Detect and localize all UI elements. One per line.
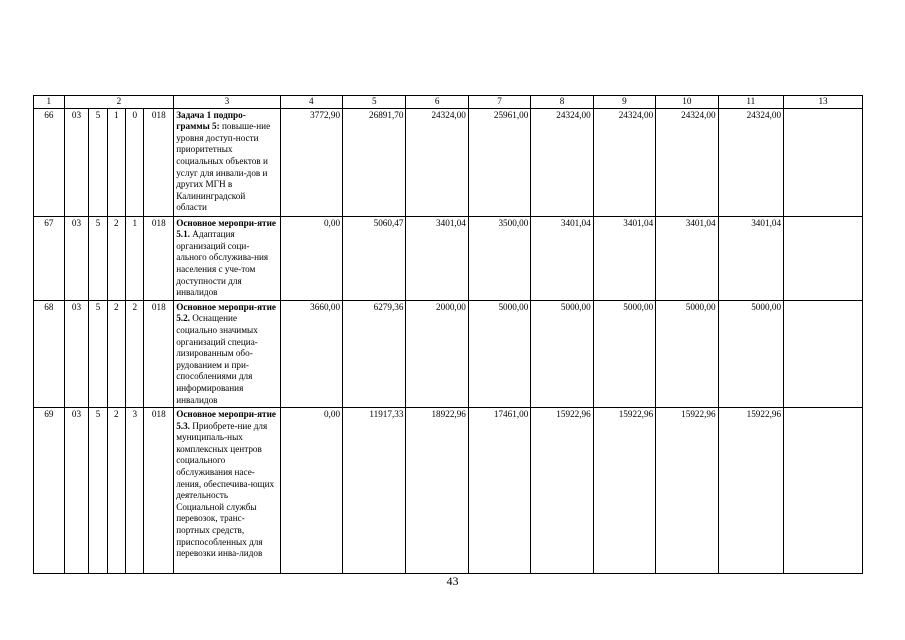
value-cell: 3401,04	[656, 216, 718, 300]
row-number: 67	[34, 216, 65, 300]
header-cell: 8	[531, 96, 593, 109]
code-cell: 1	[107, 108, 125, 216]
row-number: 69	[34, 408, 65, 574]
value-cell: 5000,00	[531, 300, 593, 407]
code-cell: 5	[89, 300, 107, 407]
header-cell: 10	[656, 96, 718, 109]
code-cell: 03	[64, 216, 89, 300]
code-cell: 2	[126, 300, 144, 407]
value-cell: 0,00	[280, 216, 342, 300]
value-cell: 24324,00	[718, 108, 783, 216]
table-row	[34, 300, 863, 407]
description-bold: Задача 1 подпро-граммы 5:	[176, 109, 246, 132]
value-cell: 24324,00	[593, 108, 655, 216]
code-cell: 018	[144, 300, 174, 407]
code-cell: 5	[89, 216, 107, 300]
value-cell: 24324,00	[531, 108, 593, 216]
value-cell: 15922,96	[531, 408, 593, 574]
value-cell: 11917,33	[343, 408, 406, 574]
value-cell: 25961,00	[468, 108, 530, 216]
table-row	[34, 408, 863, 574]
value-cell	[784, 408, 863, 574]
budget-table	[33, 95, 863, 574]
header-cell: 11	[718, 96, 783, 109]
header-cell: 4	[280, 96, 342, 109]
header-cell: 6	[406, 96, 468, 109]
code-cell: 2	[107, 300, 125, 407]
code-cell: 03	[64, 300, 89, 407]
value-cell: 2000,00	[406, 300, 468, 407]
header-row	[34, 96, 863, 109]
header-cell: 2	[64, 96, 174, 109]
value-cell: 3772,90	[280, 108, 342, 216]
code-cell: 03	[64, 108, 89, 216]
value-cell: 3401,04	[593, 216, 655, 300]
code-cell: 5	[89, 108, 107, 216]
description-text: Приобрете-ние для муниципаль-ных комплексных центров социального обслуживания насе-ления, обеспечива-ющих деятельность Социальной службы перевозок, транс-портных средств, приспособленных для перевозки инва-лидов	[176, 420, 275, 559]
header-cell: 7	[468, 96, 530, 109]
description-text: Оснащение социально значимых организаций специа-лизированным обо-рудованием и при-способлениями для информирования инвалидов	[176, 313, 258, 405]
value-cell: 18922,96	[406, 408, 468, 574]
row-number: 66	[34, 108, 65, 216]
value-cell: 5000,00	[593, 300, 655, 407]
value-cell: 3401,04	[718, 216, 783, 300]
table-row	[34, 216, 863, 300]
description-cell	[174, 408, 280, 574]
value-cell	[784, 216, 863, 300]
code-cell: 018	[144, 108, 174, 216]
value-cell: 24324,00	[406, 108, 468, 216]
description-bold: Основное меропри-ятие 5.2.	[176, 301, 276, 324]
header-cell: 5	[343, 96, 406, 109]
value-cell: 15922,96	[656, 408, 718, 574]
value-cell: 0,00	[280, 408, 342, 574]
code-cell: 03	[64, 408, 89, 574]
value-cell: 5000,00	[468, 300, 530, 407]
page-number: 43	[446, 574, 459, 588]
header-cell: 1	[34, 96, 65, 109]
value-cell: 6279,36	[343, 300, 406, 407]
description-cell	[174, 108, 280, 216]
header-cell: 13	[784, 96, 863, 109]
code-cell: 018	[144, 216, 174, 300]
code-cell: 0	[126, 108, 144, 216]
description-bold: Основное меропри-ятие 5.3.	[176, 409, 276, 431]
code-cell: 5	[89, 408, 107, 574]
description-bold: Основное меропри-ятие 5.1.	[176, 217, 276, 240]
value-cell: 15922,96	[593, 408, 655, 574]
description-text: повыше-ние уровня доступ-ности приоритетных социальных объектов и услуг для инвали-дов и других МГН в Калининградской области	[176, 121, 271, 213]
description-text: Адаптация организаций соци-ального обслужива-ния населения с уче-том доступности для инвалидов	[176, 229, 269, 298]
header-cell: 9	[593, 96, 655, 109]
value-cell: 5060,47	[343, 216, 406, 300]
value-cell: 3660,00	[280, 300, 342, 407]
value-cell	[784, 300, 863, 407]
value-cell	[784, 108, 863, 216]
value-cell: 5000,00	[718, 300, 783, 407]
row-number: 68	[34, 300, 65, 407]
description-cell	[174, 300, 280, 407]
value-cell: 26891,70	[343, 108, 406, 216]
code-cell: 2	[107, 216, 125, 300]
value-cell: 3500,00	[468, 216, 530, 300]
value-cell: 3401,04	[531, 216, 593, 300]
table-row	[34, 108, 863, 216]
value-cell: 3401,04	[406, 216, 468, 300]
code-cell: 1	[126, 216, 144, 300]
description-cell	[174, 216, 280, 300]
code-cell: 018	[144, 408, 174, 574]
value-cell: 5000,00	[656, 300, 718, 407]
value-cell: 15922,96	[718, 408, 783, 574]
value-cell: 24324,00	[656, 108, 718, 216]
code-cell: 3	[126, 408, 144, 574]
header-cell: 3	[174, 96, 280, 109]
value-cell: 17461,00	[468, 408, 530, 574]
code-cell: 2	[107, 408, 125, 574]
